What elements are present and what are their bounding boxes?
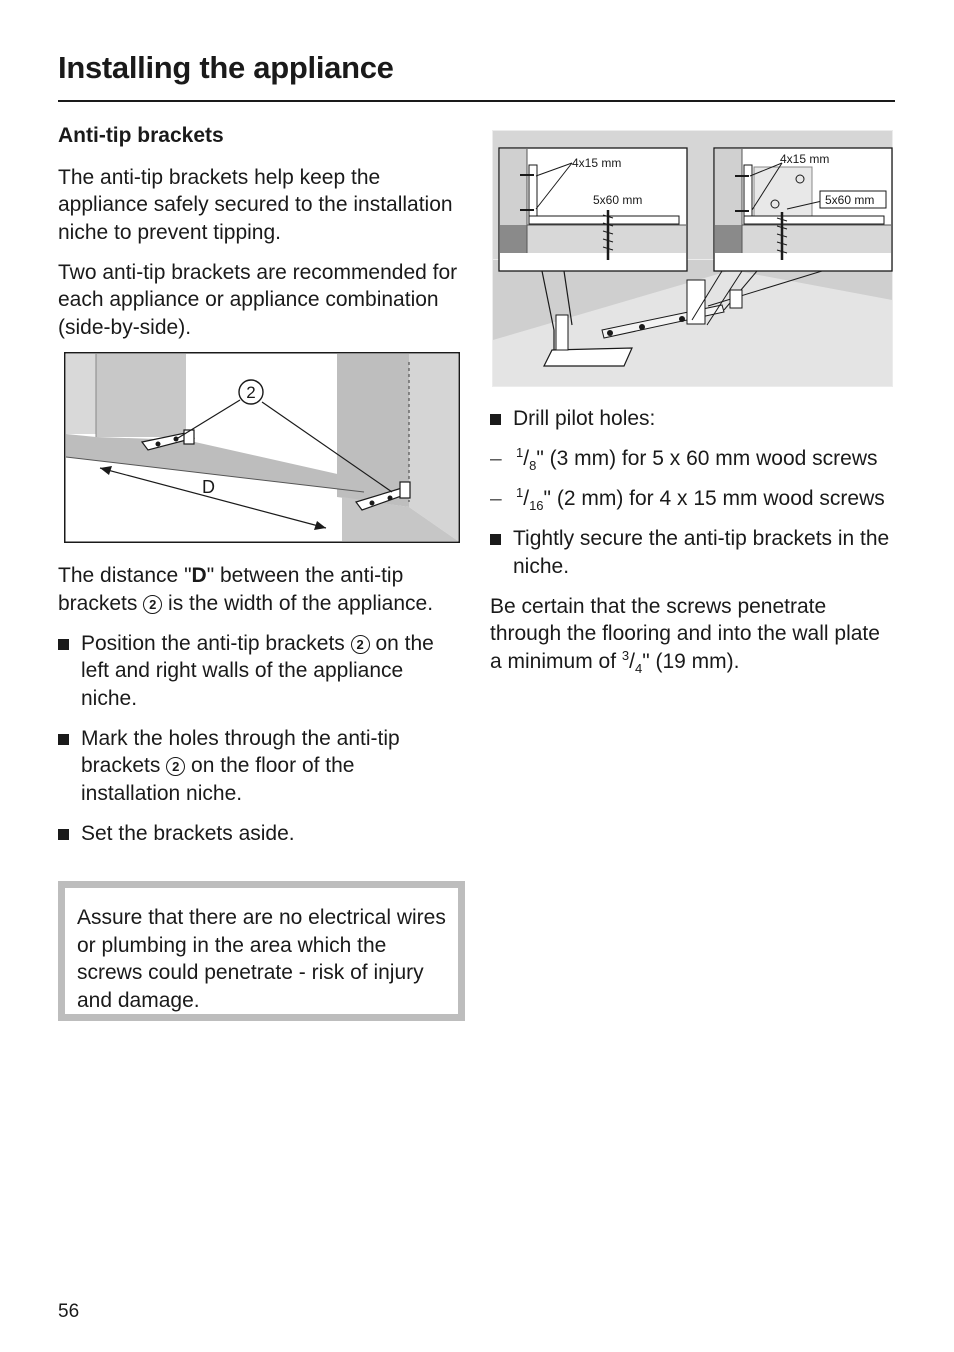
distance-text-1: The distance " (58, 564, 192, 587)
bullet-text: Tightly secure the anti-tip brackets in the niche. (513, 527, 890, 578)
bullet-text: Mark the holes through the anti-tip brackets (81, 726, 400, 777)
bullet-text: on the left and right walls of the appliance niche. (81, 631, 434, 710)
bullet-square-icon (490, 534, 501, 545)
fraction-numerator: 1 (516, 445, 524, 460)
distance-text-3: is the width of the appliance. (162, 591, 434, 615)
bullet-square-icon (58, 734, 69, 745)
bullet-text: Drill pilot holes: (513, 407, 656, 430)
right-small-screw-label: 4x15 mm (780, 152, 830, 166)
bullet-text: on the floor of the installation niche. (81, 754, 355, 805)
intro-paragraph: The anti-tip brackets help keep the appliance safely secured to the installation niche to prevent tipping. (58, 165, 453, 244)
list-item (58, 820, 458, 848)
page-number: 56 (58, 1301, 80, 1322)
callout-circle-2: 2 (143, 595, 162, 614)
distance-paragraph (58, 562, 458, 617)
bullet-square-icon (490, 414, 501, 425)
list-item (58, 725, 458, 808)
dimension-d-label: D (202, 477, 215, 497)
left-column-bottom (58, 562, 458, 860)
bullet-text: Position the anti-tip brackets (81, 631, 351, 655)
fraction-denominator: 4 (634, 660, 643, 676)
anti-tip-bracket-distance-figure (64, 352, 460, 543)
fraction-denominator: 8 (529, 458, 537, 474)
certain-text-1: Be certain that the screws penetrate through the flooring and into the wall plate a minimum of (490, 594, 880, 673)
left-column-top (58, 122, 458, 354)
distance-letter: D (191, 564, 207, 587)
fraction-numerator: 3 (621, 647, 630, 663)
title-divider (58, 100, 895, 102)
distance-text-2: " between the anti-tip brackets (58, 564, 404, 615)
left-large-screw-label: 5x60 mm (593, 193, 643, 207)
bullet-text: Set the brackets aside. (81, 821, 295, 845)
callout-circle-2: 2 (166, 757, 185, 776)
bullet-square-icon (58, 639, 69, 650)
figure1-callout-label: 2 (246, 383, 256, 402)
recommendation-paragraph: Two anti-tip brackets are recommended for each appliance or appliance combination (side-by-side). (58, 260, 458, 339)
certain-paragraph: Be certain that the screws penetrate through the flooring and into the wall plate a minimum of $^3/_4$" (19 mm). (490, 594, 880, 676)
warning-text: Assure that there are no electrical wires or plumbing in the area which the screws could penetrate - risk of injury and damage. (77, 906, 446, 1012)
fraction-denominator: 16 (529, 498, 544, 514)
right-column (490, 405, 895, 688)
screw-installation-figure (492, 130, 893, 387)
left-small-screw-label: 4x15 mm (572, 156, 622, 170)
dash-icon: – (490, 487, 502, 510)
certain-text-2: " (19 mm). (642, 649, 740, 673)
list-item (58, 630, 458, 713)
bullet-square-icon (58, 829, 69, 840)
page-title: Installing the appliance (58, 50, 394, 85)
list-item: – $^1/_8$" (3 mm) for 5 x 60 mm wood screws (490, 445, 878, 474)
dash-icon: – (490, 447, 502, 470)
dash-text: " (3 mm) for 5 x 60 mm wood screws (536, 447, 878, 470)
dash-text: " (2 mm) for 4 x 15 mm wood screws (543, 487, 885, 510)
warning-box (58, 881, 465, 1021)
list-item: – $^1/_{16}$" (2 mm) for 4 x 15 mm wood screws (490, 485, 885, 514)
right-large-screw-label: 5x60 mm (825, 193, 875, 207)
callout-circle-2: 2 (351, 635, 370, 654)
list-item (490, 405, 895, 433)
section-subheading: Anti-tip brackets (58, 124, 224, 147)
list-item (490, 525, 895, 580)
fraction-numerator: 1 (516, 485, 524, 500)
